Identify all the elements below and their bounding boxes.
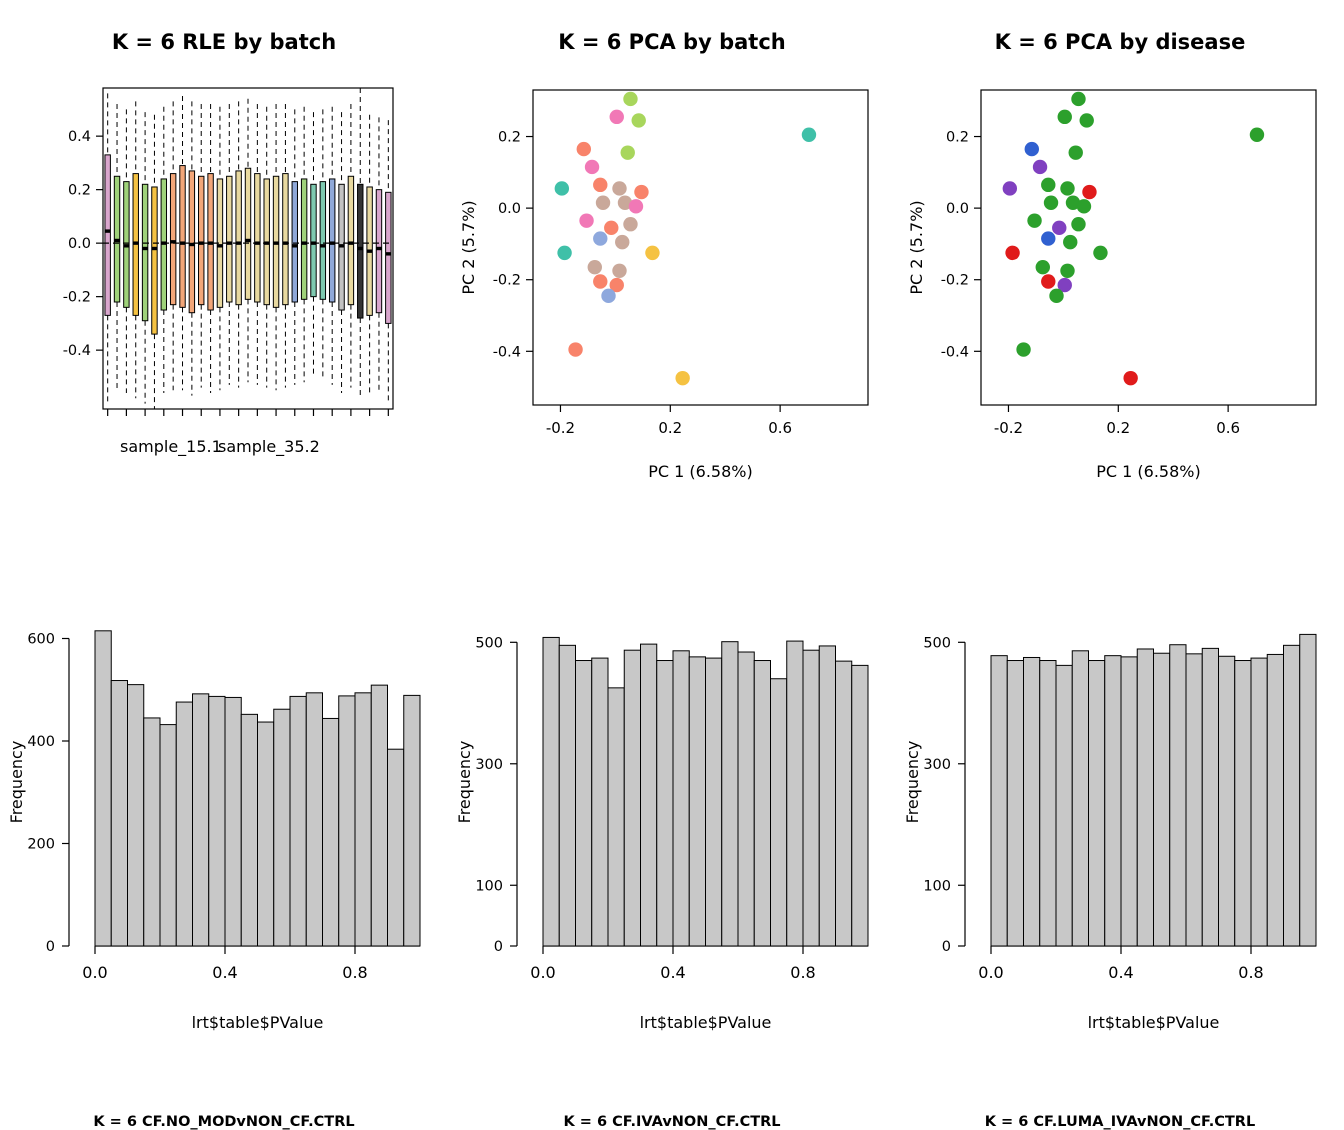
y-tick-label: -0.2 — [940, 272, 969, 289]
y-tick-label: 0.2 — [945, 129, 969, 146]
hist-bar — [624, 650, 640, 946]
rle-box — [301, 179, 306, 299]
rle-box — [273, 176, 278, 307]
y-axis-label: Frequency — [903, 740, 922, 824]
rle-box — [114, 176, 119, 302]
hist-bar — [339, 696, 355, 946]
y-tick-label: 400 — [27, 734, 55, 750]
rle-box — [376, 190, 381, 313]
rle-box — [142, 184, 147, 320]
panel-pca-disease — [896, 0, 1344, 538]
x-axis-label: lrt$table$PValue — [639, 1013, 772, 1032]
rle-box — [170, 174, 175, 305]
hist-bar — [128, 685, 144, 946]
scatter-point — [1027, 213, 1041, 227]
scatter-point — [634, 185, 648, 199]
scatter-point — [1123, 371, 1137, 385]
rle-box — [208, 174, 213, 310]
x-tick-label: -0.2 — [545, 419, 576, 437]
hist-bar — [1105, 656, 1121, 946]
hist-bar — [1121, 657, 1137, 946]
hist-bar — [176, 702, 192, 946]
rle-box — [386, 192, 391, 323]
y-tick-label: 0.2 — [497, 129, 521, 146]
y-axis-label: PC 2 (5.7%) — [907, 200, 926, 295]
y-tick-label: 300 — [475, 756, 503, 773]
panel-hist-no-mod — [0, 538, 448, 1130]
y-tick-label: -0.2 — [492, 272, 521, 289]
scatter-point — [1063, 235, 1077, 249]
hist-bar — [1024, 657, 1040, 946]
hist-luma-iva-plot — [896, 596, 1344, 1076]
panel-hist-iva — [448, 538, 896, 1130]
scatter-point — [1060, 264, 1074, 278]
rle-box — [227, 176, 232, 302]
scatter-point — [585, 160, 599, 174]
scatter-point — [675, 371, 689, 385]
scatter-point — [568, 342, 582, 356]
hist-bar — [1251, 658, 1267, 946]
hist-bar — [241, 714, 257, 946]
rle-box — [199, 176, 204, 304]
x-axis-label: lrt$table$PValue — [191, 1013, 324, 1032]
rle-box — [311, 184, 316, 296]
hist-bar — [754, 661, 770, 946]
rle-box — [105, 155, 110, 316]
rle-box — [189, 171, 194, 313]
rle-box — [292, 182, 297, 302]
scatter-point — [1071, 217, 1085, 231]
scatter-point — [1041, 231, 1055, 245]
hist-bar — [771, 679, 787, 946]
hist-bar — [991, 656, 1007, 946]
hist-bar — [1219, 656, 1235, 946]
scatter-point — [1016, 342, 1030, 356]
y-tick-label: 100 — [923, 878, 951, 895]
y-tick-label: -0.2 — [62, 289, 91, 306]
hist-bar — [722, 642, 738, 946]
hist-bar — [1089, 661, 1105, 946]
hist-bar — [819, 646, 835, 946]
plot-frame — [981, 90, 1316, 405]
y-tick-label: 0.0 — [497, 201, 521, 218]
scatter-point — [1060, 181, 1074, 195]
x-tick-label: 0.8 — [790, 963, 816, 982]
hist-bar — [1040, 661, 1056, 946]
hist-bar — [404, 695, 420, 946]
y-tick-label: 500 — [923, 635, 951, 652]
rle-box — [283, 174, 288, 305]
rle-box — [367, 187, 372, 315]
y-tick-label: 0 — [45, 939, 55, 955]
hist-bar — [355, 693, 371, 946]
hist-bar — [1267, 654, 1283, 946]
scatter-point — [593, 231, 607, 245]
hist-bar — [1154, 653, 1170, 946]
panel-title-pca-disease: K = 6 PCA by disease — [994, 30, 1246, 54]
panel-title-rle-batch: K = 6 RLE by batch — [111, 30, 337, 54]
hist-bar — [323, 718, 339, 946]
x-tick-label: 0.2 — [1106, 419, 1131, 437]
panel-title-pca-batch: K = 6 PCA by batch — [558, 30, 786, 54]
hist-bar — [1170, 645, 1186, 946]
scatter-point — [1052, 221, 1066, 235]
scatter-point — [604, 221, 618, 235]
hist-bar — [1284, 645, 1300, 946]
scatter-point — [1041, 178, 1055, 192]
pca-batch-plot — [448, 0, 896, 510]
hist-bar — [306, 693, 322, 946]
scatter-point — [621, 145, 635, 159]
hist-bar — [1202, 648, 1218, 946]
scatter-point — [596, 196, 610, 210]
scatter-point — [1082, 185, 1096, 199]
x-tick-label: 0.6 — [1216, 419, 1241, 437]
hist-bar — [608, 688, 624, 946]
hist-bar — [1072, 651, 1088, 946]
rle-box — [124, 182, 129, 308]
x-axis-label: PC 1 (6.58%) — [648, 462, 753, 481]
hist-bar — [576, 661, 592, 946]
scatter-point — [612, 264, 626, 278]
scatter-point — [645, 246, 659, 260]
scatter-point — [1077, 199, 1091, 213]
scatter-point — [1080, 113, 1094, 127]
scatter-point — [593, 178, 607, 192]
hist-bar — [803, 650, 819, 946]
rle-box — [245, 168, 250, 299]
panel-rle-batch — [0, 0, 448, 538]
y-tick-label: 0 — [941, 939, 951, 955]
x-tick-label: 0.4 — [212, 963, 238, 982]
y-tick-label: -0.4 — [940, 344, 969, 361]
y-tick-label: 100 — [475, 878, 503, 895]
scatter-point — [557, 246, 571, 260]
panel-title-hist-iva: K = 6 CF.IVAvNON_CF.CTRL — [563, 1114, 781, 1130]
rle-box — [329, 179, 334, 302]
hist-bar — [1186, 654, 1202, 946]
hist-bar — [160, 725, 176, 946]
scatter-point — [1093, 246, 1107, 260]
scatter-point — [1033, 160, 1047, 174]
scatter-point — [623, 92, 637, 106]
x-tick-label: sample_35.2 — [218, 437, 320, 456]
panel-hist-luma-iva — [896, 538, 1344, 1130]
y-tick-label: 0.0 — [945, 201, 969, 218]
x-tick-label: sample_15.1 — [120, 437, 222, 456]
hist-bar — [209, 696, 225, 946]
scatter-point — [1058, 110, 1072, 124]
x-axis-label: lrt$table$PValue — [1087, 1013, 1220, 1032]
panel-pca-batch — [448, 0, 896, 538]
x-tick-label: 0.2 — [658, 419, 683, 437]
hist-bar — [193, 694, 209, 946]
scatter-point — [579, 213, 593, 227]
x-axis-label: PC 1 (6.58%) — [1096, 462, 1201, 481]
x-tick-label: 0.0 — [978, 963, 1004, 982]
hist-bar — [543, 637, 559, 946]
y-tick-label: 200 — [27, 836, 55, 853]
rle-plot — [0, 0, 448, 500]
scatter-point — [802, 128, 816, 142]
pca-disease-plot — [896, 0, 1344, 510]
panel-title-hist-no-mod: K = 6 CF.NO_MODvNON_CF.CTRL — [93, 1114, 355, 1130]
rle-box — [180, 166, 185, 308]
x-tick-label: -0.2 — [993, 419, 1024, 437]
scatter-point — [601, 289, 615, 303]
hist-bar — [559, 645, 575, 946]
y-axis-label: PC 2 (5.7%) — [459, 200, 478, 295]
y-tick-label: 300 — [923, 756, 951, 773]
rle-box — [255, 174, 260, 302]
hist-bar — [657, 661, 673, 946]
hist-bar — [836, 661, 852, 946]
scatter-point — [610, 110, 624, 124]
hist-bar — [673, 651, 689, 946]
hist-bar — [274, 709, 290, 946]
hist-bar — [738, 652, 754, 946]
scatter-point — [629, 199, 643, 213]
scatter-point — [612, 181, 626, 195]
y-axis-label: Frequency — [455, 740, 474, 824]
rle-box — [348, 176, 353, 304]
plot-frame — [533, 90, 868, 405]
y-tick-label: -0.4 — [492, 344, 521, 361]
scatter-point — [1069, 145, 1083, 159]
rle-box — [358, 184, 363, 318]
hist-bar — [258, 722, 274, 946]
rle-box — [133, 174, 138, 316]
hist-bar — [787, 641, 803, 946]
scatter-point — [1250, 128, 1264, 142]
scatter-point — [1003, 181, 1017, 195]
x-tick-label: 0.6 — [768, 419, 793, 437]
x-tick-label: 0.4 — [660, 963, 686, 982]
scatter-point — [1036, 260, 1050, 274]
y-tick-label: 0.2 — [67, 182, 91, 199]
scatter-point — [1005, 246, 1019, 260]
y-tick-label: 0.4 — [67, 129, 91, 146]
scatter-point — [588, 260, 602, 274]
hist-bar — [689, 657, 705, 946]
scatter-point — [577, 142, 591, 156]
rle-box — [236, 171, 241, 305]
y-tick-label: 0 — [493, 939, 503, 955]
rle-box — [264, 179, 269, 305]
hist-bar — [371, 685, 387, 946]
scatter-point — [555, 181, 569, 195]
y-axis-label: Frequency — [7, 740, 26, 824]
scatter-point — [615, 235, 629, 249]
hist-bar — [111, 681, 127, 946]
hist-bar — [144, 718, 160, 946]
y-tick-label: -0.4 — [62, 343, 91, 360]
y-tick-label: 600 — [27, 631, 55, 648]
scatter-point — [1049, 289, 1063, 303]
x-tick-label: 0.0 — [530, 963, 556, 982]
hist-bar — [1137, 649, 1153, 946]
x-tick-label: 0.4 — [1108, 963, 1134, 982]
rle-box — [339, 184, 344, 310]
hist-bar — [388, 749, 404, 946]
y-tick-label: 500 — [475, 635, 503, 652]
hist-bar — [1056, 665, 1072, 946]
hist-bar — [95, 631, 111, 946]
scatter-point — [1044, 196, 1058, 210]
y-tick-label: 0.0 — [67, 236, 91, 253]
scatter-point — [593, 274, 607, 288]
hist-bar — [1235, 661, 1251, 946]
scatter-point — [1025, 142, 1039, 156]
hist-bar — [290, 696, 306, 946]
hist-iva-plot — [448, 596, 896, 1076]
rle-box — [161, 179, 166, 310]
scatter-point — [1071, 92, 1085, 106]
hist-bar — [225, 697, 241, 946]
x-tick-label: 0.8 — [342, 963, 368, 982]
hist-bar — [852, 665, 868, 946]
scatter-point — [623, 217, 637, 231]
hist-no-mod-plot — [0, 596, 448, 1076]
hist-bar — [1007, 661, 1023, 946]
scatter-point — [1041, 274, 1055, 288]
x-tick-label: 0.0 — [82, 963, 108, 982]
hist-bar — [1300, 634, 1316, 946]
hist-bar — [641, 644, 657, 946]
hist-bar — [592, 658, 608, 946]
panel-title-hist-luma-iva: K = 6 CF.LUMA_IVAvNON_CF.CTRL — [984, 1114, 1256, 1130]
x-tick-label: 0.8 — [1238, 963, 1264, 982]
rle-box — [152, 187, 157, 334]
scatter-point — [632, 113, 646, 127]
rle-box — [320, 182, 325, 300]
hist-bar — [706, 658, 722, 946]
